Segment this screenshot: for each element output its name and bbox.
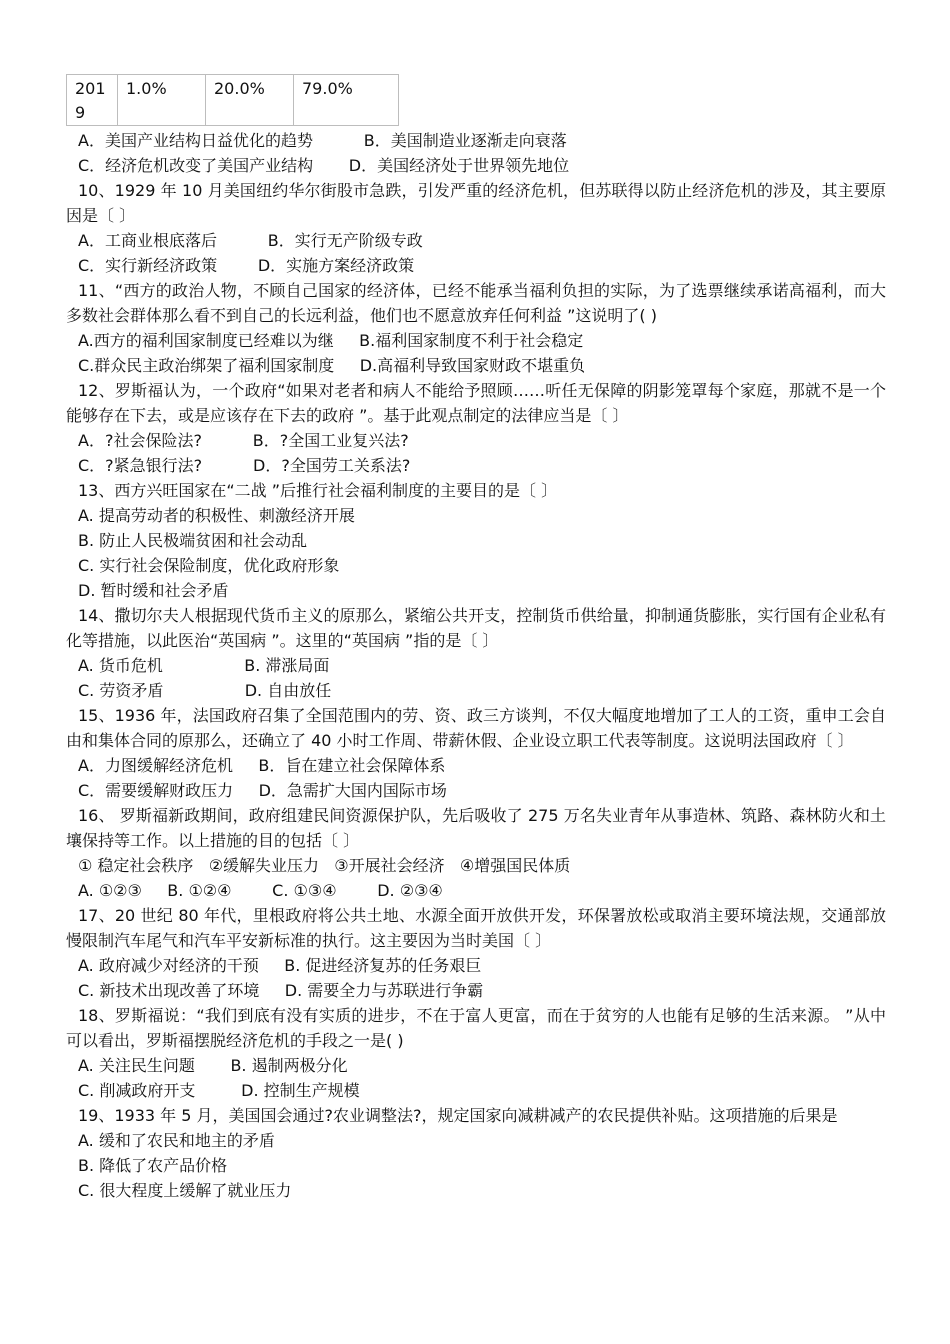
answer-options: C. 劳资矛盾 D. 自由放任 xyxy=(78,681,332,700)
table-row xyxy=(67,75,399,126)
table-cell: 79.0% xyxy=(294,75,399,126)
answer-options: ① 稳定社会秩序 ②缓解失业压力 ③开展社会经济 ④增强国民体质 xyxy=(78,856,571,875)
answer-options: C. 很大程度上缓解了就业压力 xyxy=(78,1181,292,1200)
answer-options: A. 提高劳动者的积极性、刺激经济开展 xyxy=(78,506,355,525)
question-stem: 14、撒切尔夫人根据现代货币主义的原那么，紧缩公共开支，控制货币供给量，抑制通货膨胀，实行国有企业私有化等措施，以此医治“英国病 ”。这里的“英国病 ”指的是〔 〕 xyxy=(66,606,886,650)
question-stem: 19、1933 年 5 月，美国国会通过?农业调整法?，规定国家向减耕减产的农民提供补贴。这项措施的后果是 xyxy=(78,1106,838,1125)
table-cell: 20.0% xyxy=(206,75,294,126)
document-page xyxy=(66,74,886,1203)
question-stem: 16、 罗斯福新政期间，政府组建民间资源保护队，先后吸收了 275 万名失业青年从事造林、筑路、森林防火和土壤保持等工作。以上措施的目的包括〔 〕 xyxy=(66,806,886,850)
question-text xyxy=(66,128,886,1203)
answer-options: A．美国产业结构日益优化的趋势 B．美国制造业逐渐走向衰落 xyxy=(78,131,567,150)
question-stem: 11、“西方的政治人物，不顾自己国家的经济体，已经不能承当福利负担的实际，为了选票继续承诺高福利，而大多数社会群体那么看不到自己的长远利益，他们也不愿意放弃任何利益 ”这说明了( ) xyxy=(66,281,886,325)
answer-options: A. 政府减少对经济的干预 B. 促进经济复苏的任务艰巨 xyxy=(78,956,482,975)
answer-options: C. 实行社会保险制度，优化政府形象 xyxy=(78,556,340,575)
question-stem: 13、西方兴旺国家在“二战 ”后推行社会福利制度的主要目的是〔 〕 xyxy=(78,481,558,500)
answer-options: B. 降低了农产品价格 xyxy=(78,1156,228,1175)
answer-options: C.群众民主政治绑架了福利国家制度 D.高福利导致国家财政不堪重负 xyxy=(78,356,586,375)
answer-options: C．?紧急银行法? D．?全国劳工关系法? xyxy=(78,456,411,475)
answer-options: B. 防止人民极端贫困和社会动乱 xyxy=(78,531,308,550)
answer-options: C. 新技术出现改善了环境 D. 需要全力与苏联进行争霸 xyxy=(78,981,484,1000)
answer-options: A.西方的福利国家制度已经难以为继 B.福利国家制度不利于社会稳定 xyxy=(78,331,584,350)
answer-options: C. 削减政府开支 D. 控制生产规模 xyxy=(78,1081,360,1100)
table-cell-year xyxy=(67,75,118,126)
answer-options: D. 暂时缓和社会矛盾 xyxy=(78,581,229,600)
question-stem: 17、20 世纪 80 年代，里根政府将公共土地、水源全面开放供开发，环保署放松或取消主要环境法规，交通部放慢限制汽车尾气和汽车平安新标准的执行。这主要因为当时美国〔 〕 xyxy=(66,906,886,950)
answer-options: A. 缓和了农民和地主的矛盾 xyxy=(78,1131,275,1150)
answer-options: C．实行新经济政策 D．实施方案经济政策 xyxy=(78,256,415,275)
answer-options: A. ①②③ B. ①②④ C. ①③④ D. ②③④ xyxy=(78,881,443,900)
question-stem: 15、1936 年，法国政府召集了全国范围内的劳、资、政三方谈判，不仅大幅度地增加了工人的工资，重申工会自由和集体合同的原那么，还确立了 40 小时工作周、带薪休假、企业设立职工代表等制度。这说明法国政府〔 〕 xyxy=(66,706,886,750)
question-stem: 10、1929 年 10 月美国纽约华尔街股市急跌，引发严重的经济危机，但苏联得以防止经济危机的涉及，其主要原因是〔 〕 xyxy=(66,181,886,225)
answer-options: C．需要缓解财政压力 D．急需扩大国内国际市场 xyxy=(78,781,447,800)
year-part-2: 9 xyxy=(75,103,86,122)
question-stem: 12、罗斯福认为，一个政府“如果对老者和病人不能给予照顾……听任无保障的阴影笼罩每个家庭，那就不是一个能够存在下去，或是应该存在下去的政府 ”。基于此观点制定的法律应当是〔 〕 xyxy=(66,381,886,425)
table-cell: 1.0% xyxy=(118,75,206,126)
answer-options: A．?社会保险法? B．?全国工业复兴法? xyxy=(78,431,409,450)
data-table xyxy=(66,74,399,126)
answer-options: A. 关注民生问题 B. 遏制两极分化 xyxy=(78,1056,348,1075)
answer-options: A．力图缓解经济危机 B．旨在建立社会保障体系 xyxy=(78,756,446,775)
answer-options: A．工商业根底落后 B．实行无产阶级专政 xyxy=(78,231,423,250)
year-part-1: 201 xyxy=(75,79,106,98)
answer-options: A. 货币危机 B. 滞涨局面 xyxy=(78,656,330,675)
answer-options: C．经济危机改变了美国产业结构 D．美国经济处于世界领先地位 xyxy=(78,156,570,175)
question-stem: 18、罗斯福说：“我们到底有没有实质的进步，不在于富人更富，而在于贫穷的人也能有足够的生活来源。 ”从中可以看出，罗斯福摆脱经济危机的手段之一是( ) xyxy=(66,1006,886,1050)
